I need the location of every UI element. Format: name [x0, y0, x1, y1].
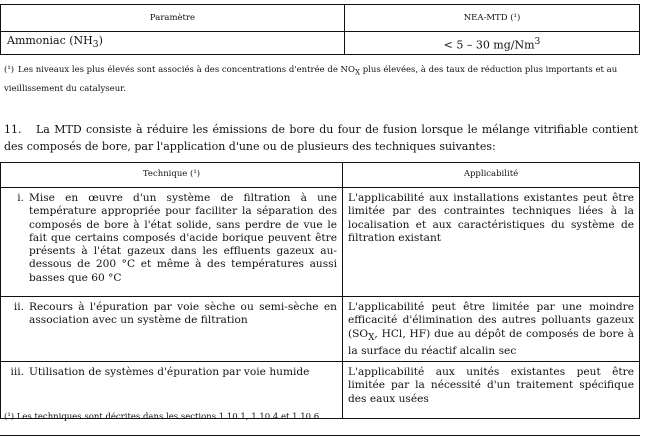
table-header-row: [1, 5, 640, 32]
row-number: i.: [17, 192, 24, 204]
row-number: ii.: [13, 301, 24, 313]
table-row: [1, 188, 640, 297]
table-row: [1, 32, 640, 55]
paragraph-number: 11.: [4, 123, 22, 136]
row-number: iii.: [10, 366, 24, 378]
footnote-nea: (¹) Les niveaux les plus élevés sont associés à des concentrations d'entrée de $NO_X$ plus élevées, à des taux de réduction plus importants et au vieillissement du catalyseur.: [4, 65, 618, 94]
technique-text: Mise en œuvre d'un système de filtration à une température appropriée pour faciliter la séparation des composés de bore à l'état solide, sans perdre de vue le fait que certains composés d'acide borique peuvent être présents à l'état gazeux dans les effluents gazeux au-dessous de 200 °C et même à des températures aussi basses que 60 °C: [29, 192, 337, 284]
footnote-marker: (¹): [4, 65, 15, 75]
bat-11-paragraph: [4, 121, 638, 155]
header-nea-mtd: NEA-MTD (¹): [345, 5, 640, 32]
table-row: [1, 297, 640, 362]
footnote-divider: [0, 435, 640, 436]
header-parametre: Paramètre: [1, 5, 345, 32]
applicability-cell: L'applicabilité aux installations existantes peut être limitée par des contraintes techniques liées à la localisation et aux caractéristiques du système de filtration existant: [343, 188, 640, 297]
technique-cell: [1, 297, 343, 362]
nea-mtd-table: [0, 4, 640, 55]
header-applicabilite: Applicabilité: [343, 163, 640, 188]
applicability-cell: L'applicabilité aux unités existantes peut être limitée par la nécessité d'un traitement spécifique des eaux usées: [343, 362, 640, 419]
footnote-marker: (¹): [4, 412, 15, 422]
technique-cell: [1, 188, 343, 297]
technique-text: Recours à l'épuration par voie sèche ou semi-sèche en association avec un système de filtration: [29, 301, 337, 327]
footnote-techniques: (¹) Les techniques sont décrites dans les sections 1.10.1, 1.10.4 et 1.10.6.: [4, 412, 322, 422]
value-ammoniac: < 5 – 30 mg/Nm$^3$: [345, 32, 640, 55]
applicability-cell: L'applicabilité peut être limitée par une moindre efficacité d'élimination des autres polluants gazeux ($SO_X$, HCl, HF) due au dépôt de composés de bore à la surface du réactif alcalin sec: [343, 297, 640, 362]
param-ammoniac: Ammoniac $(NH_3)$: [1, 32, 345, 55]
technique-text: Utilisation de systèmes d'épuration par voie humide: [29, 366, 310, 378]
paragraph-text: La MTD consiste à réduire les émissions de bore du four de fusion lorsque le mélange vitrifiable contient des composés de bore, par l'application d'une ou de plusieurs des techniques suivantes:: [4, 123, 638, 153]
header-technique: Technique (¹): [1, 163, 343, 188]
table-header-row: [1, 163, 640, 188]
techniques-table: [0, 162, 640, 419]
